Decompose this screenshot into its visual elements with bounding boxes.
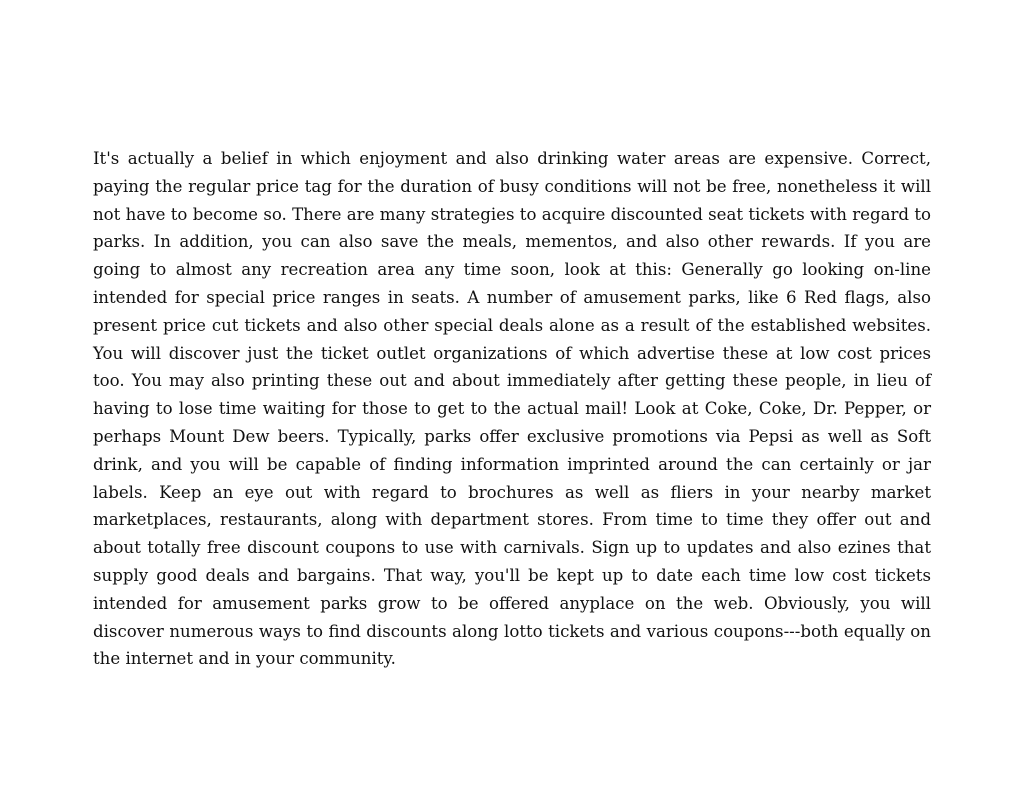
body-paragraph: It's actually a belief in which enjoyment and also drinking water areas are expensive. Correct, paying the regular price tag for the duration of busy conditions will not be free, nonetheless it will not have to become so. There are many strategies to acquire discounted seat tickets with regard to parks. In addition, you can also save the meals, mementos, and also other rewards. If you are going to almost any recreation area any time soon, look at this: Generally go looking on-line intended for special price ranges in seats. A number of amusement parks, like 6 Red flags, also present price cut tickets and also other special deals alone as a result of the established websites. You will discover just the ticket outlet organizations of which advertise these at low cost prices too. You may also printing these out and about immediately after getting these people, in lieu of having to lose time waiting for those to get to the actual mail! Look at Coke, Coke, Dr. Pepper, or perhaps Mount Dew beers. Typically, parks offer exclusive promotions via Pepsi as well as Soft drink, and you will be capable of finding information imprinted around the can certainly or jar labels. Keep an eye out with regard to brochures as well as fliers in your nearby market marketplaces, restaurants, along with department stores. From time to time they offer out and about totally free discount coupons to use with carnivals. Sign up to updates and also ezines that supply good deals and bargains. That way, you'll be kept up to date each time low cost tickets intended for amusement parks grow to be offered anyplace on the web. Obviously, you will discover numerous ways to find discounts along lotto tickets and various coupons---both equally on the internet and in your community. <box>93 149 931 669</box>
